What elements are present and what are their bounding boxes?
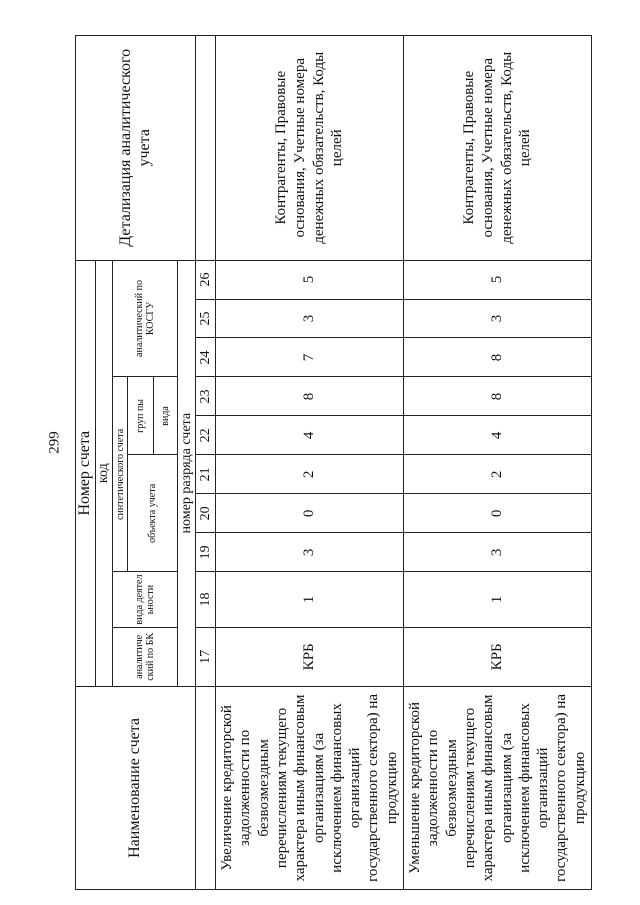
header-row-1 (76, 36, 96, 890)
cell-digit-20: 0 (404, 494, 592, 533)
cell-digit-19: 3 (216, 533, 404, 572)
rotated-table-wrapper (75, 35, 588, 890)
column-number: 22 (196, 416, 216, 455)
cell-digit-22: 4 (404, 416, 592, 455)
column-number: 24 (196, 338, 216, 377)
header-accounting-object: объекта учета (128, 455, 178, 572)
column-number-blank-left (196, 686, 216, 889)
column-number: 19 (196, 533, 216, 572)
header-detailing: Детализация аналитического учета (76, 36, 196, 261)
cell-digit-22: 4 (216, 416, 404, 455)
cell-digit-21: 2 (216, 455, 404, 494)
header-code: код (96, 260, 113, 686)
column-number: 21 (196, 455, 216, 494)
column-number: 26 (196, 260, 216, 299)
cell-digit-25: 3 (404, 299, 592, 338)
header-digit-number: номер разряда счета (178, 260, 196, 686)
cell-digit-24: 7 (216, 338, 404, 377)
column-number: 20 (196, 494, 216, 533)
page-number: 299 (46, 431, 63, 454)
column-number-row (196, 36, 216, 890)
table-row (216, 36, 404, 890)
cell-digit-26: 5 (404, 260, 592, 299)
cell-activity-type: 1 (216, 572, 404, 628)
cell-digit-26: 5 (216, 260, 404, 299)
column-number: 18 (196, 572, 216, 628)
cell-analytic-bk: КРБ (216, 627, 404, 686)
cell-analytic-bk: КРБ (404, 627, 592, 686)
detail-cell: Контрагенты, Правовые основания, Учетные номера денежных обязательств, Коды целей (404, 36, 592, 261)
column-number: 17 (196, 627, 216, 686)
header-account-name: Наименование счета (76, 686, 196, 889)
header-kind: вида (154, 377, 178, 455)
header-synthetic: синтетического счета (113, 377, 128, 572)
cell-digit-19: 3 (404, 533, 592, 572)
cell-activity-type: 1 (404, 572, 592, 628)
table-row (404, 36, 592, 890)
header-account-number: Номер счета (76, 260, 96, 686)
header-analytic-kosgu: аналитический по КОСГУ (113, 260, 178, 377)
header-activity-type: вида деятел ьности (113, 572, 178, 628)
header-analytic-bk: аналитиче ский по БК (113, 627, 178, 686)
column-number-blank-right (196, 36, 216, 261)
cell-digit-21: 2 (404, 455, 592, 494)
cell-digit-23: 8 (404, 377, 592, 416)
cell-digit-20: 0 (216, 494, 404, 533)
cell-digit-25: 3 (216, 299, 404, 338)
column-number: 23 (196, 377, 216, 416)
column-number: 25 (196, 299, 216, 338)
cell-digit-23: 8 (216, 377, 404, 416)
detail-cell: Контрагенты, Правовые основания, Учетные номера денежных обязательств, Коды целей (216, 36, 404, 261)
account-name-cell: Увеличение кредиторской задолженности по безвозмездным перечислениям текущего характера иным финансовым организациям (за исключением финансовых организаций государственного сектора) на продукцию (216, 686, 404, 889)
cell-digit-24: 8 (404, 338, 592, 377)
account-table (75, 35, 592, 890)
account-name-cell: Уменьшение кредиторской задолженности по безвозмездным перечислениям текущего характера иным финансовым организациям (за исключением финансовых организаций государственного сектора) на продукцию (404, 686, 592, 889)
header-group: груп пы (128, 377, 154, 455)
